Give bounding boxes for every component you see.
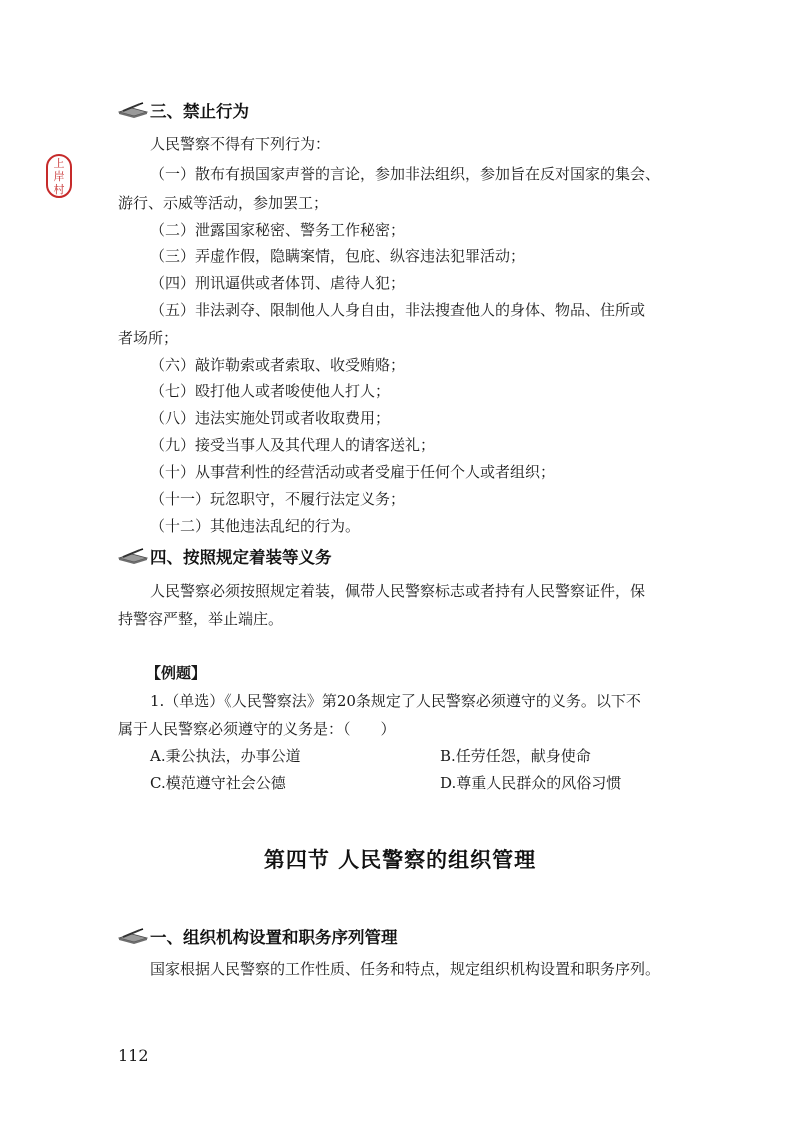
book-pen-icon — [118, 102, 148, 118]
section-title: 第四节 人民警察的组织管理 — [263, 848, 537, 872]
list-item: （三）弄虚作假，隐瞒案情，包庇、纵容违法犯罪活动； — [150, 247, 526, 265]
list-item: （九）接受当事人及其代理人的请客送礼； — [150, 436, 436, 454]
list-item: （六）敲诈勒索或者索取、收受贿赂； — [150, 356, 406, 374]
section-org-heading — [118, 924, 398, 948]
page-number: 112 — [118, 1046, 149, 1065]
section4-paragraph-line2: 持警容严整，举止端庄。 — [118, 610, 284, 628]
section-org-heading-text: 一、组织机构设置和职务序列管理 — [150, 928, 398, 947]
list-item-continuation: 者场所； — [118, 329, 179, 347]
section4-heading — [118, 544, 332, 568]
section3-heading — [118, 98, 249, 122]
list-item-continuation: 游行、示威等活动，参加罢工； — [118, 194, 329, 212]
section4-heading-text: 四、按照规定着装等义务 — [150, 548, 332, 567]
list-item: （十二）其他违法乱纪的行为。 — [150, 517, 361, 535]
book-pen-icon — [118, 928, 148, 944]
list-item: （十一）玩忽职守，不履行法定义务； — [150, 490, 406, 508]
seal-char-1: 上 — [53, 156, 65, 170]
option-a: A.秉公执法，办事公道 — [150, 747, 301, 765]
option-b: B.任劳任怨，献身使命 — [440, 747, 591, 765]
list-item: （一）散布有损国家声誉的言论，参加非法组织，参加旨在反对国家的集会、 — [150, 165, 661, 183]
seal-char-2: 岸 — [53, 169, 65, 183]
option-d: D.尊重人民群众的风俗习惯 — [440, 774, 622, 792]
list-item: （五）非法剥夺、限制他人人身自由，非法搜查他人的身体、物品、住所或 — [150, 301, 646, 319]
list-item: （七）殴打他人或者唆使他人打人； — [150, 382, 391, 400]
section4-paragraph-line1: 人民警察必须按照规定着装，佩带人民警察标志或者持有人民警察证件，保 — [150, 582, 646, 600]
example-question-line1: 1.（单选）《人民警察法》第20条规定了人民警察必须遵守的义务。以下不 — [150, 692, 641, 710]
list-item: （四）刑讯逼供或者体罚、虐待人犯； — [150, 274, 406, 292]
option-c: C.模范遵守社会公德 — [150, 774, 286, 792]
seal-char-3: 村 — [53, 182, 65, 196]
section3-intro: 人民警察不得有下列行为： — [150, 135, 331, 153]
section3-heading-text: 三、禁止行为 — [150, 102, 249, 121]
book-pen-icon — [118, 548, 148, 564]
section-org-paragraph: 国家根据人民警察的工作性质、任务和特点，规定组织机构设置和职务序列。 — [150, 960, 661, 978]
list-item: （十）从事营利性的经营活动或者受雇于任何个人或者组织； — [150, 463, 556, 481]
example-question-line2: 属于人民警察必须遵守的义务是：（ ） — [118, 720, 396, 738]
example-label: 【例题】 — [146, 664, 207, 682]
list-item: （八）违法实施处罚或者收取费用； — [150, 409, 391, 427]
list-item: （二）泄露国家秘密、警务工作秘密； — [150, 221, 406, 239]
brand-seal — [46, 154, 72, 198]
